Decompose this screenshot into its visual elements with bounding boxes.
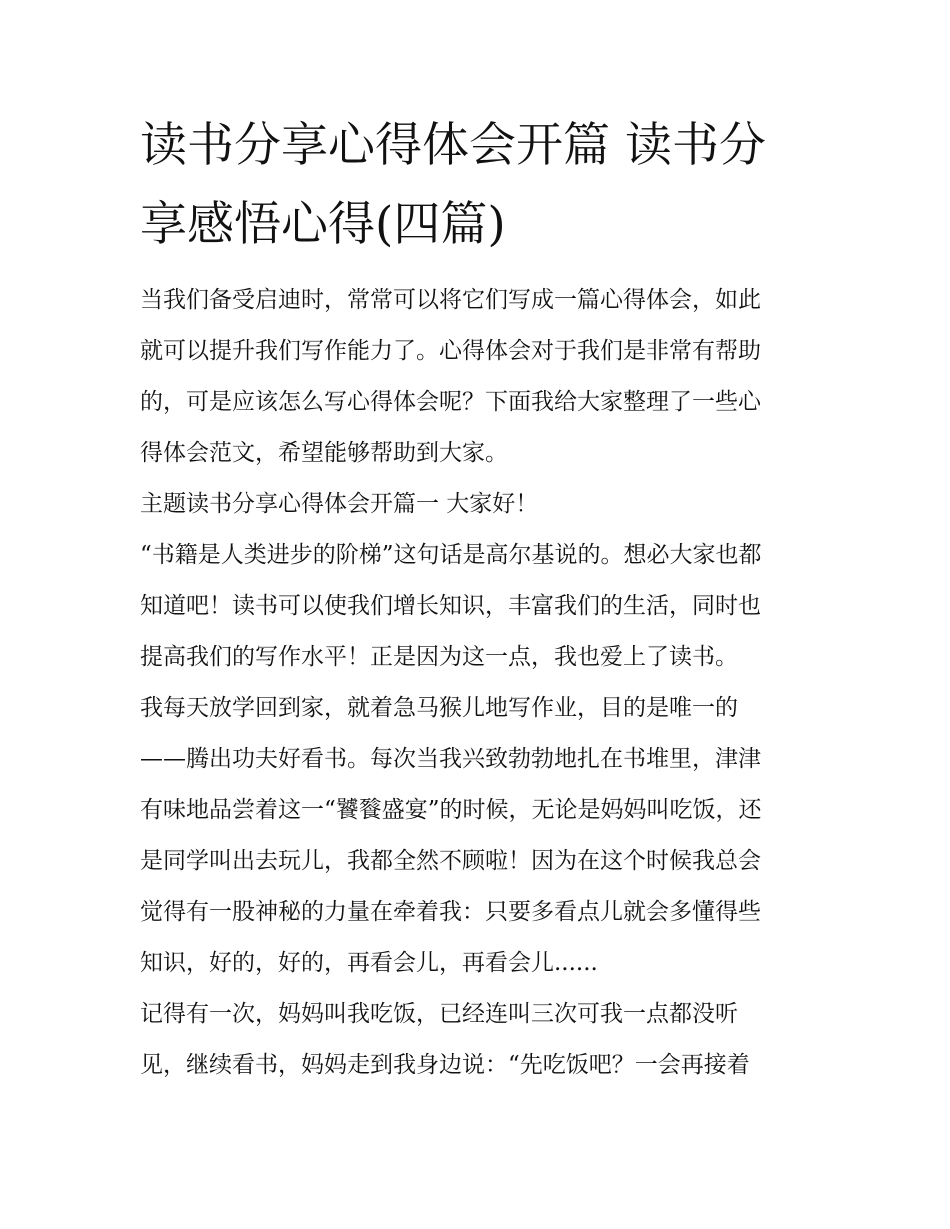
body-line-16: 见，继续看书，妈妈走到我身边说：“先吃饭吧？一会再接着 [140,1052,750,1078]
section-heading: 主题读书分享心得体会开篇一 大家好！ [140,491,539,517]
body-line-4: 得体会范文，希望能够帮助到大家。 [140,440,508,466]
body-line-13: 觉得有一股神秘的力量在牵着我：只要多看点儿就会多懂得些 [140,899,761,925]
body-line-8: 提高我们的写作水平！正是因为这一点，我也爱上了读书。 [140,644,738,670]
body-line-9: 我每天放学回到家，就着急马猴儿地写作业，目的是唯一的 [140,695,738,721]
body-line-10: ——腾出功夫好看书。每次当我兴致勃勃地扎在书堆里，津津 [140,746,761,772]
body-line-2: 就可以提升我们写作能力了。心得体会对于我们是非常有帮助 [140,338,761,364]
body-line-12: 是同学叫出去玩儿，我都全然不顾啦！因为在这个时候我总会 [140,848,761,874]
document-title-line-1: 读书分享心得体会开篇 读书分 [140,118,766,173]
body-line-6: “书籍是人类进步的阶梯”这句话是高尔基说的。想必大家也都 [140,542,762,568]
body-line-11: 有味地品尝着这一“饕餮盛宴”的时候，无论是妈妈叫吃饭，还 [140,797,762,823]
body-line-3: 的，可是应该怎么写心得体会呢？下面我给大家整理了一些心 [140,389,761,415]
body-line-14: 知识，好的，好的，再看会儿，再看会儿...... [140,950,598,976]
body-line-1: 当我们备受启迪时，常常可以将它们写成一篇心得体会，如此 [140,287,761,313]
body-line-15: 记得有一次，妈妈叫我吃饭，已经连叫三次可我一点都没听 [140,1001,738,1027]
body-line-7: 知道吧！读书可以使我们增长知识，丰富我们的生活，同时也 [140,593,761,619]
document-title-line-2: 享感悟心得(四篇) [140,197,506,252]
